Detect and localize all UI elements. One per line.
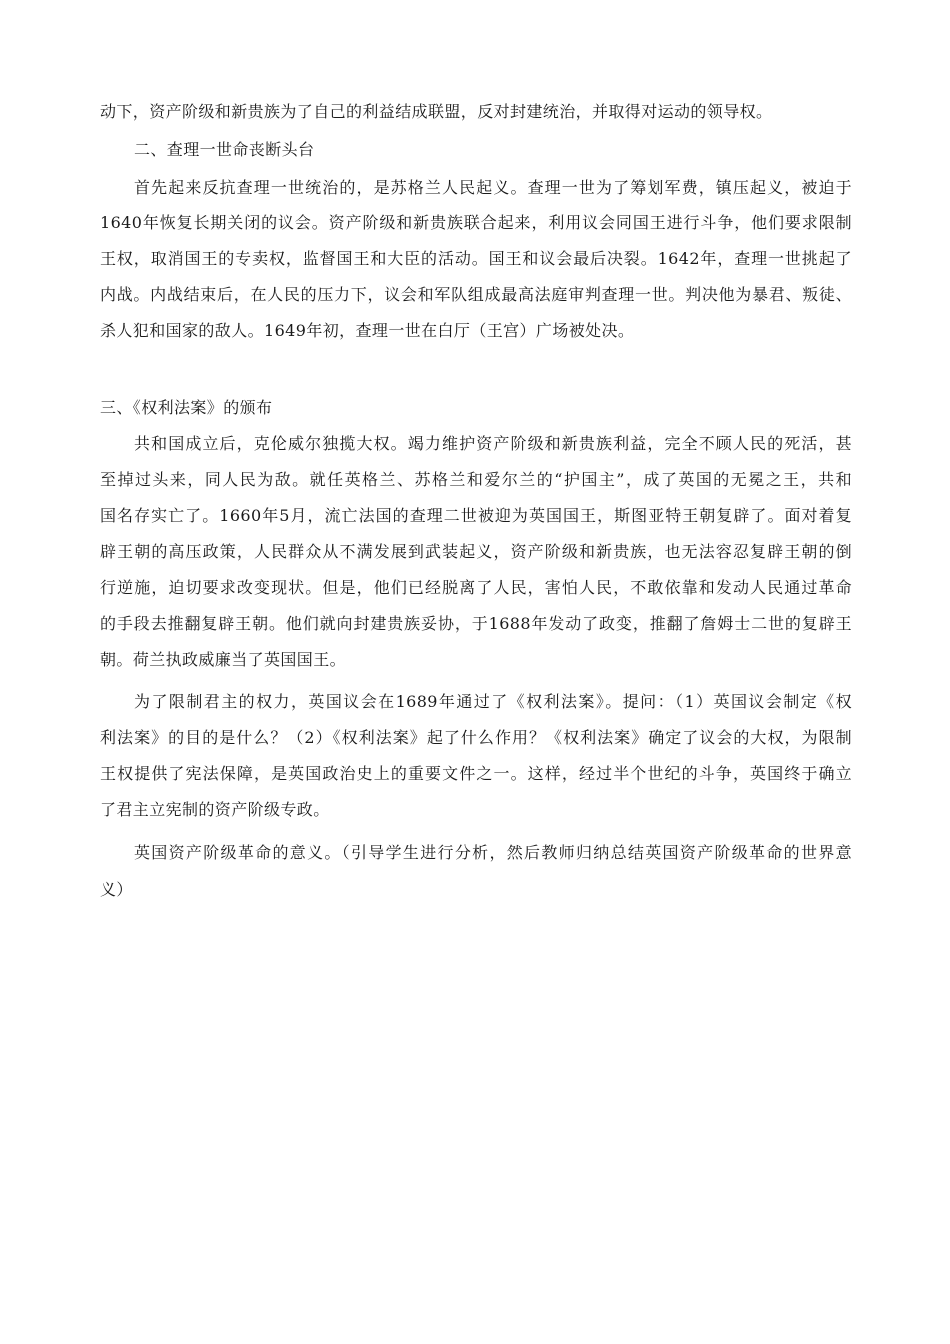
paragraph-line: 利法案》的目的是什么？（2）《权利法案》起了什么作用？《权利法案》确定了议会的大权，为限制 <box>100 728 852 747</box>
paragraph-line: 辟王朝的高压政策，人民群众从不满发展到武装起义，资产阶级和新贵族，也无法容忍复辟王朝的倒 <box>100 542 852 561</box>
paragraph-line: 英国资产阶级革命的意义。（引导学生进行分析，然后教师归纳总结英国资产阶级革命的世界意 <box>134 843 852 862</box>
paragraph-line: 杀人犯和国家的敌人。1649年初，查理一世在白厅（王宫）广场被处决。 <box>100 321 635 340</box>
paragraph-line: 内战。内战结束后，在人民的压力下，议会和军队组成最高法庭审判查理一世。判决他为暴君、叛徒、 <box>100 285 852 304</box>
paragraph-line: 王权，取消国王的专卖权，监督国王和大臣的活动。国王和议会最后决裂。1642年，查理一世挑起了 <box>100 249 852 268</box>
section-heading-2: 二、查理一世命丧断头台 <box>134 140 315 159</box>
paragraph-line: 至掉过头来，同人民为敌。就任英格兰、苏格兰和爱尔兰的“护国主”，成了英国的无冕之王，共和 <box>100 470 852 489</box>
paragraph-line: 共和国成立后，克伦威尔独揽大权。竭力维护资产阶级和新贵族利益，完全不顾人民的死活，甚 <box>134 434 852 453</box>
paragraph-line: 王权提供了宪法保障，是英国政治史上的重要文件之一。这样，经过半个世纪的斗争，英国终于确立 <box>100 764 852 783</box>
paragraph-line: 国名存实亡了。1660年5月，流亡法国的查理二世被迎为英国国王，斯图亚特王朝复辟了。面对着复 <box>100 506 852 525</box>
paragraph-line: 1640年恢复长期关闭的议会。资产阶级和新贵族联合起来，利用议会同国王进行斗争，他们要求限制 <box>100 213 852 232</box>
paragraph-line: 了君主立宪制的资产阶级专政。 <box>100 800 330 819</box>
paragraph-line: 的手段去推翻复辟王朝。他们就向封建贵族妥协，于1688年发动了政变，推翻了詹姆士二世的复辟王 <box>100 614 852 633</box>
section-heading-3: 三、《权利法案》的颁布 <box>100 398 273 417</box>
paragraph-line: 动下，资产阶级和新贵族为了自己的利益结成联盟，反对封建统治，并取得对运动的领导权。 <box>100 102 773 121</box>
paragraph-line: 朝。荷兰执政威廉当了英国国王。 <box>100 650 347 669</box>
paragraph-line: 义） <box>100 880 133 899</box>
paragraph-line: 行逆施，迫切要求改变现状。但是，他们已经脱离了人民，害怕人民，不敢依靠和发动人民通过革命 <box>100 578 852 597</box>
paragraph-line: 首先起来反抗查理一世统治的，是苏格兰人民起义。查理一世为了筹划军费，镇压起义，被迫于 <box>134 178 852 197</box>
paragraph-line: 为了限制君主的权力，英国议会在1689年通过了《权利法案》。提问：（1）英国议会制定《权 <box>134 692 852 711</box>
